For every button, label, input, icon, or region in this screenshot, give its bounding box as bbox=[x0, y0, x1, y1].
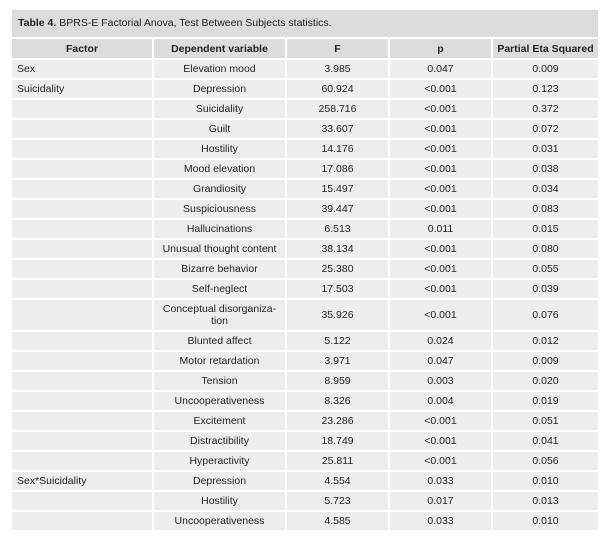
cell-p: <0.001 bbox=[389, 431, 492, 451]
cell-factor bbox=[12, 391, 153, 411]
table-row bbox=[12, 511, 598, 531]
table-row bbox=[12, 179, 598, 199]
cell-p: 0.033 bbox=[389, 471, 492, 491]
cell-partial-eta-squared: 0.123 bbox=[492, 79, 598, 99]
cell-partial-eta-squared: 0.009 bbox=[492, 351, 598, 371]
cell-partial-eta-squared: 0.041 bbox=[492, 431, 598, 451]
cell-factor bbox=[12, 259, 153, 279]
cell-dependent-variable: Suspiciousness bbox=[153, 199, 286, 219]
cell-factor bbox=[12, 451, 153, 471]
cell-dependent-variable: Self-neglect bbox=[153, 279, 286, 299]
cell-dependent-variable: Hyperactivity bbox=[153, 451, 286, 471]
cell-factor bbox=[12, 199, 153, 219]
cell-dependent-variable: Suicidality bbox=[153, 99, 286, 119]
cell-f: 5.723 bbox=[286, 491, 389, 511]
cell-partial-eta-squared: 0.055 bbox=[492, 259, 598, 279]
cell-p: <0.001 bbox=[389, 299, 492, 331]
cell-f: 258.716 bbox=[286, 99, 389, 119]
table-row bbox=[12, 371, 598, 391]
table-row bbox=[12, 79, 598, 99]
cell-factor bbox=[12, 299, 153, 331]
cell-dependent-variable: Bizarre behavior bbox=[153, 259, 286, 279]
cell-dependent-variable: Depression bbox=[153, 79, 286, 99]
table-row bbox=[12, 331, 598, 351]
cell-f: 38.134 bbox=[286, 239, 389, 259]
header-factor: Factor bbox=[12, 39, 153, 59]
table-row bbox=[12, 491, 598, 511]
cell-f: 39.447 bbox=[286, 199, 389, 219]
cell-factor bbox=[12, 511, 153, 531]
cell-f: 8.959 bbox=[286, 371, 389, 391]
cell-dependent-variable: Tension bbox=[153, 371, 286, 391]
cell-dependent-variable: Mood elevation bbox=[153, 159, 286, 179]
cell-dependent-variable: Conceptual disorganiza-tion bbox=[153, 299, 286, 331]
cell-factor bbox=[12, 99, 153, 119]
cell-p: 0.047 bbox=[389, 59, 492, 79]
cell-factor: Sex*Suicidality bbox=[12, 471, 153, 491]
table-row bbox=[12, 259, 598, 279]
cell-factor bbox=[12, 431, 153, 451]
cell-f: 25.811 bbox=[286, 451, 389, 471]
cell-factor bbox=[12, 331, 153, 351]
cell-f: 3.971 bbox=[286, 351, 389, 371]
cell-f: 14.176 bbox=[286, 139, 389, 159]
cell-partial-eta-squared: 0.010 bbox=[492, 511, 598, 531]
cell-p: 0.003 bbox=[389, 371, 492, 391]
cell-p: 0.011 bbox=[389, 219, 492, 239]
table-row bbox=[12, 391, 598, 411]
cell-f: 4.585 bbox=[286, 511, 389, 531]
cell-p: 0.033 bbox=[389, 511, 492, 531]
cell-partial-eta-squared: 0.012 bbox=[492, 331, 598, 351]
cell-partial-eta-squared: 0.015 bbox=[492, 219, 598, 239]
table-row bbox=[12, 351, 598, 371]
cell-f: 6.513 bbox=[286, 219, 389, 239]
cell-f: 18.749 bbox=[286, 431, 389, 451]
cell-p: 0.017 bbox=[389, 491, 492, 511]
table-row bbox=[12, 239, 598, 259]
cell-partial-eta-squared: 0.031 bbox=[492, 139, 598, 159]
cell-factor bbox=[12, 491, 153, 511]
cell-p: <0.001 bbox=[389, 451, 492, 471]
cell-dependent-variable: Elevation mood bbox=[153, 59, 286, 79]
cell-dependent-variable: Excitement bbox=[153, 411, 286, 431]
cell-factor bbox=[12, 279, 153, 299]
table-row bbox=[12, 431, 598, 451]
cell-dependent-variable: Uncooperativeness bbox=[153, 391, 286, 411]
anova-table bbox=[12, 39, 598, 532]
cell-partial-eta-squared: 0.072 bbox=[492, 119, 598, 139]
cell-partial-eta-squared: 0.019 bbox=[492, 391, 598, 411]
cell-partial-eta-squared: 0.013 bbox=[492, 491, 598, 511]
table-row bbox=[12, 119, 598, 139]
cell-p: <0.001 bbox=[389, 119, 492, 139]
cell-partial-eta-squared: 0.051 bbox=[492, 411, 598, 431]
cell-factor bbox=[12, 219, 153, 239]
table-row bbox=[12, 219, 598, 239]
table-row bbox=[12, 279, 598, 299]
cell-p: <0.001 bbox=[389, 411, 492, 431]
header-f: F bbox=[286, 39, 389, 59]
cell-factor bbox=[12, 139, 153, 159]
cell-f: 8.326 bbox=[286, 391, 389, 411]
cell-dependent-variable: Unusual thought content bbox=[153, 239, 286, 259]
header-p: p bbox=[389, 39, 492, 59]
anova-table-container bbox=[12, 10, 598, 532]
cell-partial-eta-squared: 0.372 bbox=[492, 99, 598, 119]
header-partial-eta-squared: Partial Eta Squared bbox=[492, 39, 598, 59]
cell-dependent-variable: Distractibility bbox=[153, 431, 286, 451]
cell-p: <0.001 bbox=[389, 199, 492, 219]
cell-partial-eta-squared: 0.039 bbox=[492, 279, 598, 299]
cell-p: <0.001 bbox=[389, 79, 492, 99]
cell-factor bbox=[12, 371, 153, 391]
cell-factor bbox=[12, 351, 153, 371]
table-row bbox=[12, 299, 598, 331]
cell-partial-eta-squared: 0.083 bbox=[492, 199, 598, 219]
cell-dependent-variable: Hallucinations bbox=[153, 219, 286, 239]
table-row bbox=[12, 99, 598, 119]
cell-f: 4.554 bbox=[286, 471, 389, 491]
cell-factor bbox=[12, 119, 153, 139]
cell-f: 17.086 bbox=[286, 159, 389, 179]
table-body bbox=[12, 59, 598, 531]
cell-partial-eta-squared: 0.038 bbox=[492, 159, 598, 179]
table-row bbox=[12, 59, 598, 79]
cell-factor bbox=[12, 179, 153, 199]
cell-dependent-variable: Motor retardation bbox=[153, 351, 286, 371]
cell-partial-eta-squared: 0.034 bbox=[492, 179, 598, 199]
cell-dependent-variable: Guilt bbox=[153, 119, 286, 139]
cell-f: 35.926 bbox=[286, 299, 389, 331]
cell-f: 5.122 bbox=[286, 331, 389, 351]
table-row bbox=[12, 199, 598, 219]
cell-p: <0.001 bbox=[389, 179, 492, 199]
cell-partial-eta-squared: 0.076 bbox=[492, 299, 598, 331]
cell-f: 60.924 bbox=[286, 79, 389, 99]
cell-f: 33.607 bbox=[286, 119, 389, 139]
table-row bbox=[12, 471, 598, 491]
cell-dependent-variable: Hostility bbox=[153, 139, 286, 159]
cell-p: <0.001 bbox=[389, 259, 492, 279]
header-dependent-variable: Dependent variable bbox=[153, 39, 286, 59]
table-row bbox=[12, 159, 598, 179]
table-caption bbox=[12, 10, 598, 39]
cell-p: 0.004 bbox=[389, 391, 492, 411]
cell-partial-eta-squared: 0.056 bbox=[492, 451, 598, 471]
cell-f: 3.985 bbox=[286, 59, 389, 79]
cell-f: 25.380 bbox=[286, 259, 389, 279]
cell-dependent-variable: Grandiosity bbox=[153, 179, 286, 199]
table-row bbox=[12, 411, 598, 431]
table-row bbox=[12, 139, 598, 159]
cell-partial-eta-squared: 0.080 bbox=[492, 239, 598, 259]
cell-f: 15.497 bbox=[286, 179, 389, 199]
cell-dependent-variable: Hostility bbox=[153, 491, 286, 511]
cell-factor bbox=[12, 411, 153, 431]
cell-p: <0.001 bbox=[389, 139, 492, 159]
cell-dependent-variable: Uncooperativeness bbox=[153, 511, 286, 531]
cell-dependent-variable: Blunted affect bbox=[153, 331, 286, 351]
cell-factor: Sex bbox=[12, 59, 153, 79]
cell-f: 17.503 bbox=[286, 279, 389, 299]
table-header-row bbox=[12, 39, 598, 59]
cell-p: <0.001 bbox=[389, 279, 492, 299]
cell-p: <0.001 bbox=[389, 239, 492, 259]
table-caption-label: Table 4. bbox=[18, 17, 57, 29]
cell-partial-eta-squared: 0.009 bbox=[492, 59, 598, 79]
cell-factor: Suicidality bbox=[12, 79, 153, 99]
cell-p: <0.001 bbox=[389, 99, 492, 119]
cell-p: 0.047 bbox=[389, 351, 492, 371]
cell-partial-eta-squared: 0.010 bbox=[492, 471, 598, 491]
table-caption-text: BPRS-E Factorial Anova, Test Between Subjects statistics. bbox=[56, 17, 332, 29]
cell-dependent-variable: Depression bbox=[153, 471, 286, 491]
cell-f: 23.286 bbox=[286, 411, 389, 431]
cell-factor bbox=[12, 239, 153, 259]
cell-partial-eta-squared: 0.020 bbox=[492, 371, 598, 391]
cell-p: <0.001 bbox=[389, 159, 492, 179]
table-row bbox=[12, 451, 598, 471]
cell-factor bbox=[12, 159, 153, 179]
cell-p: 0.024 bbox=[389, 331, 492, 351]
